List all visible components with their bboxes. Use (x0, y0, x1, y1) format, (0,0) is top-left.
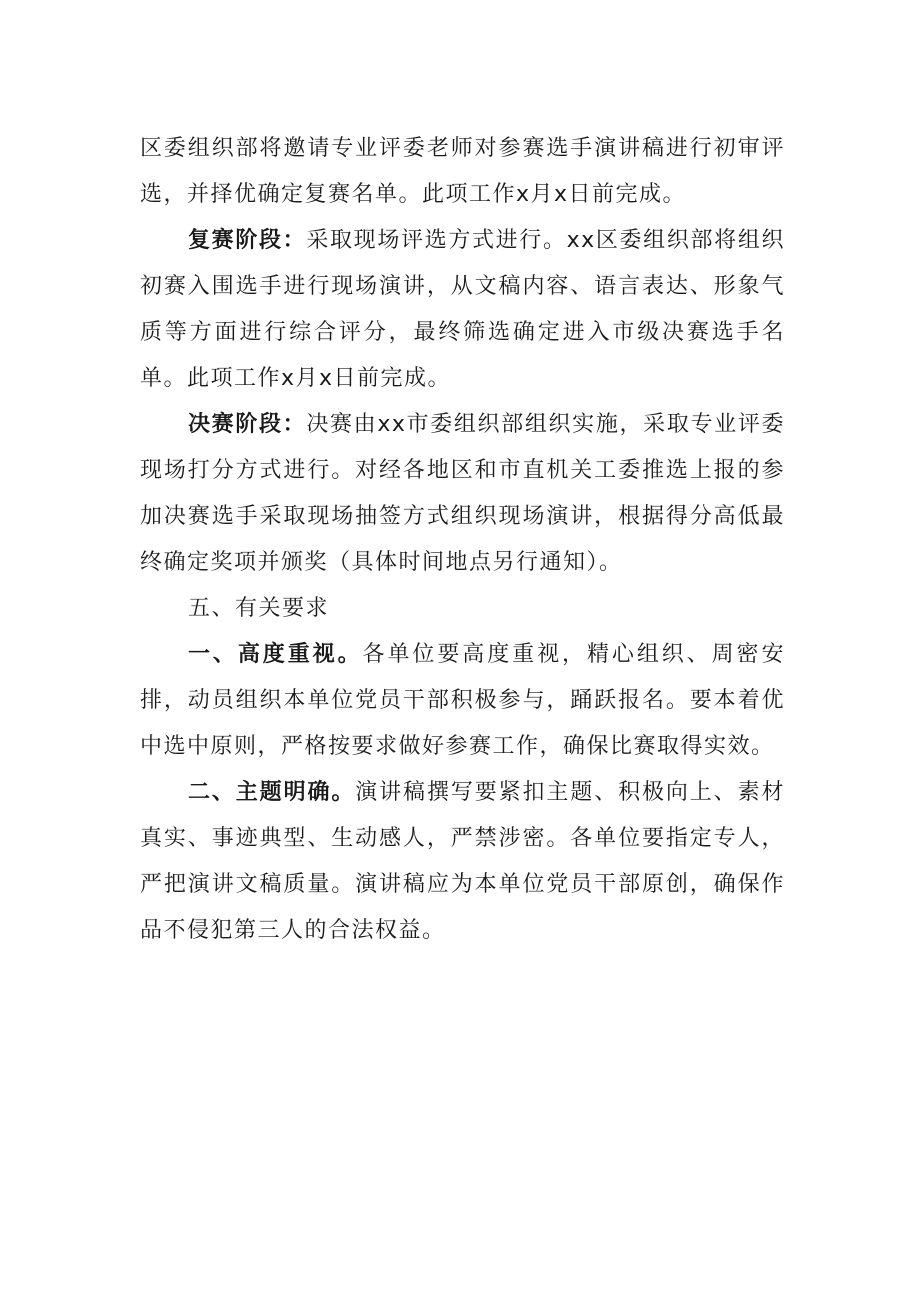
semifinal-text: 采取现场评选方式进行。xx区委组织部将组织初赛入围选手进行现场演讲，从文稿内容、语言表达、形象气质等方面进行综合评分，最终筛选确定进入市级决赛选手名单。此项工作x月x日前完成。 (140, 228, 785, 391)
paragraph-requirement-1 (140, 632, 785, 770)
paragraph-preliminary-continued: 区委组织部将邀请专业评委老师对参赛选手演讲稿进行初审评选，并择优确定复赛名单。此项工作x月x日前完成。 (140, 136, 785, 207)
requirement-1-text: 各单位要高度重视，精心组织、周密安排，动员组织本单位党员干部积极参与，踊跃报名。要本着优中选中原则，严格按要求做好参赛工作，确保比赛取得实效。 (140, 642, 785, 759)
section-heading: 五、有关要求 (188, 596, 330, 621)
paragraph-requirement-2 (140, 770, 785, 954)
paragraph-semifinal (140, 218, 785, 402)
semifinal-label: 复赛阶段： (188, 228, 307, 253)
requirement-1-label: 一、高度重视。 (188, 642, 363, 667)
requirement-2-label: 二、主题明确。 (188, 780, 356, 805)
final-label: 决赛阶段： (188, 412, 307, 437)
final-text: 决赛由xx市委组织部组织实施，采取专业评委现场打分方式进行。对经各地区和市直机关工委推选上报的参加决赛选手采取现场抽签方式组织现场演讲，根据得分高低最终确定奖项并颁奖（具体时间地点另行通知）。 (140, 412, 785, 575)
requirement-2-text: 演讲稿撰写要紧扣主题、积极向上、素材真实、事迹典型、生动感人，严禁涉密。各单位要指定专人，严把演讲文稿质量。演讲稿应为本单位党员干部原创，确保作品不侵犯第三人的合法权益。 (140, 780, 785, 943)
paragraph-final (140, 402, 785, 586)
document-body (140, 126, 785, 954)
